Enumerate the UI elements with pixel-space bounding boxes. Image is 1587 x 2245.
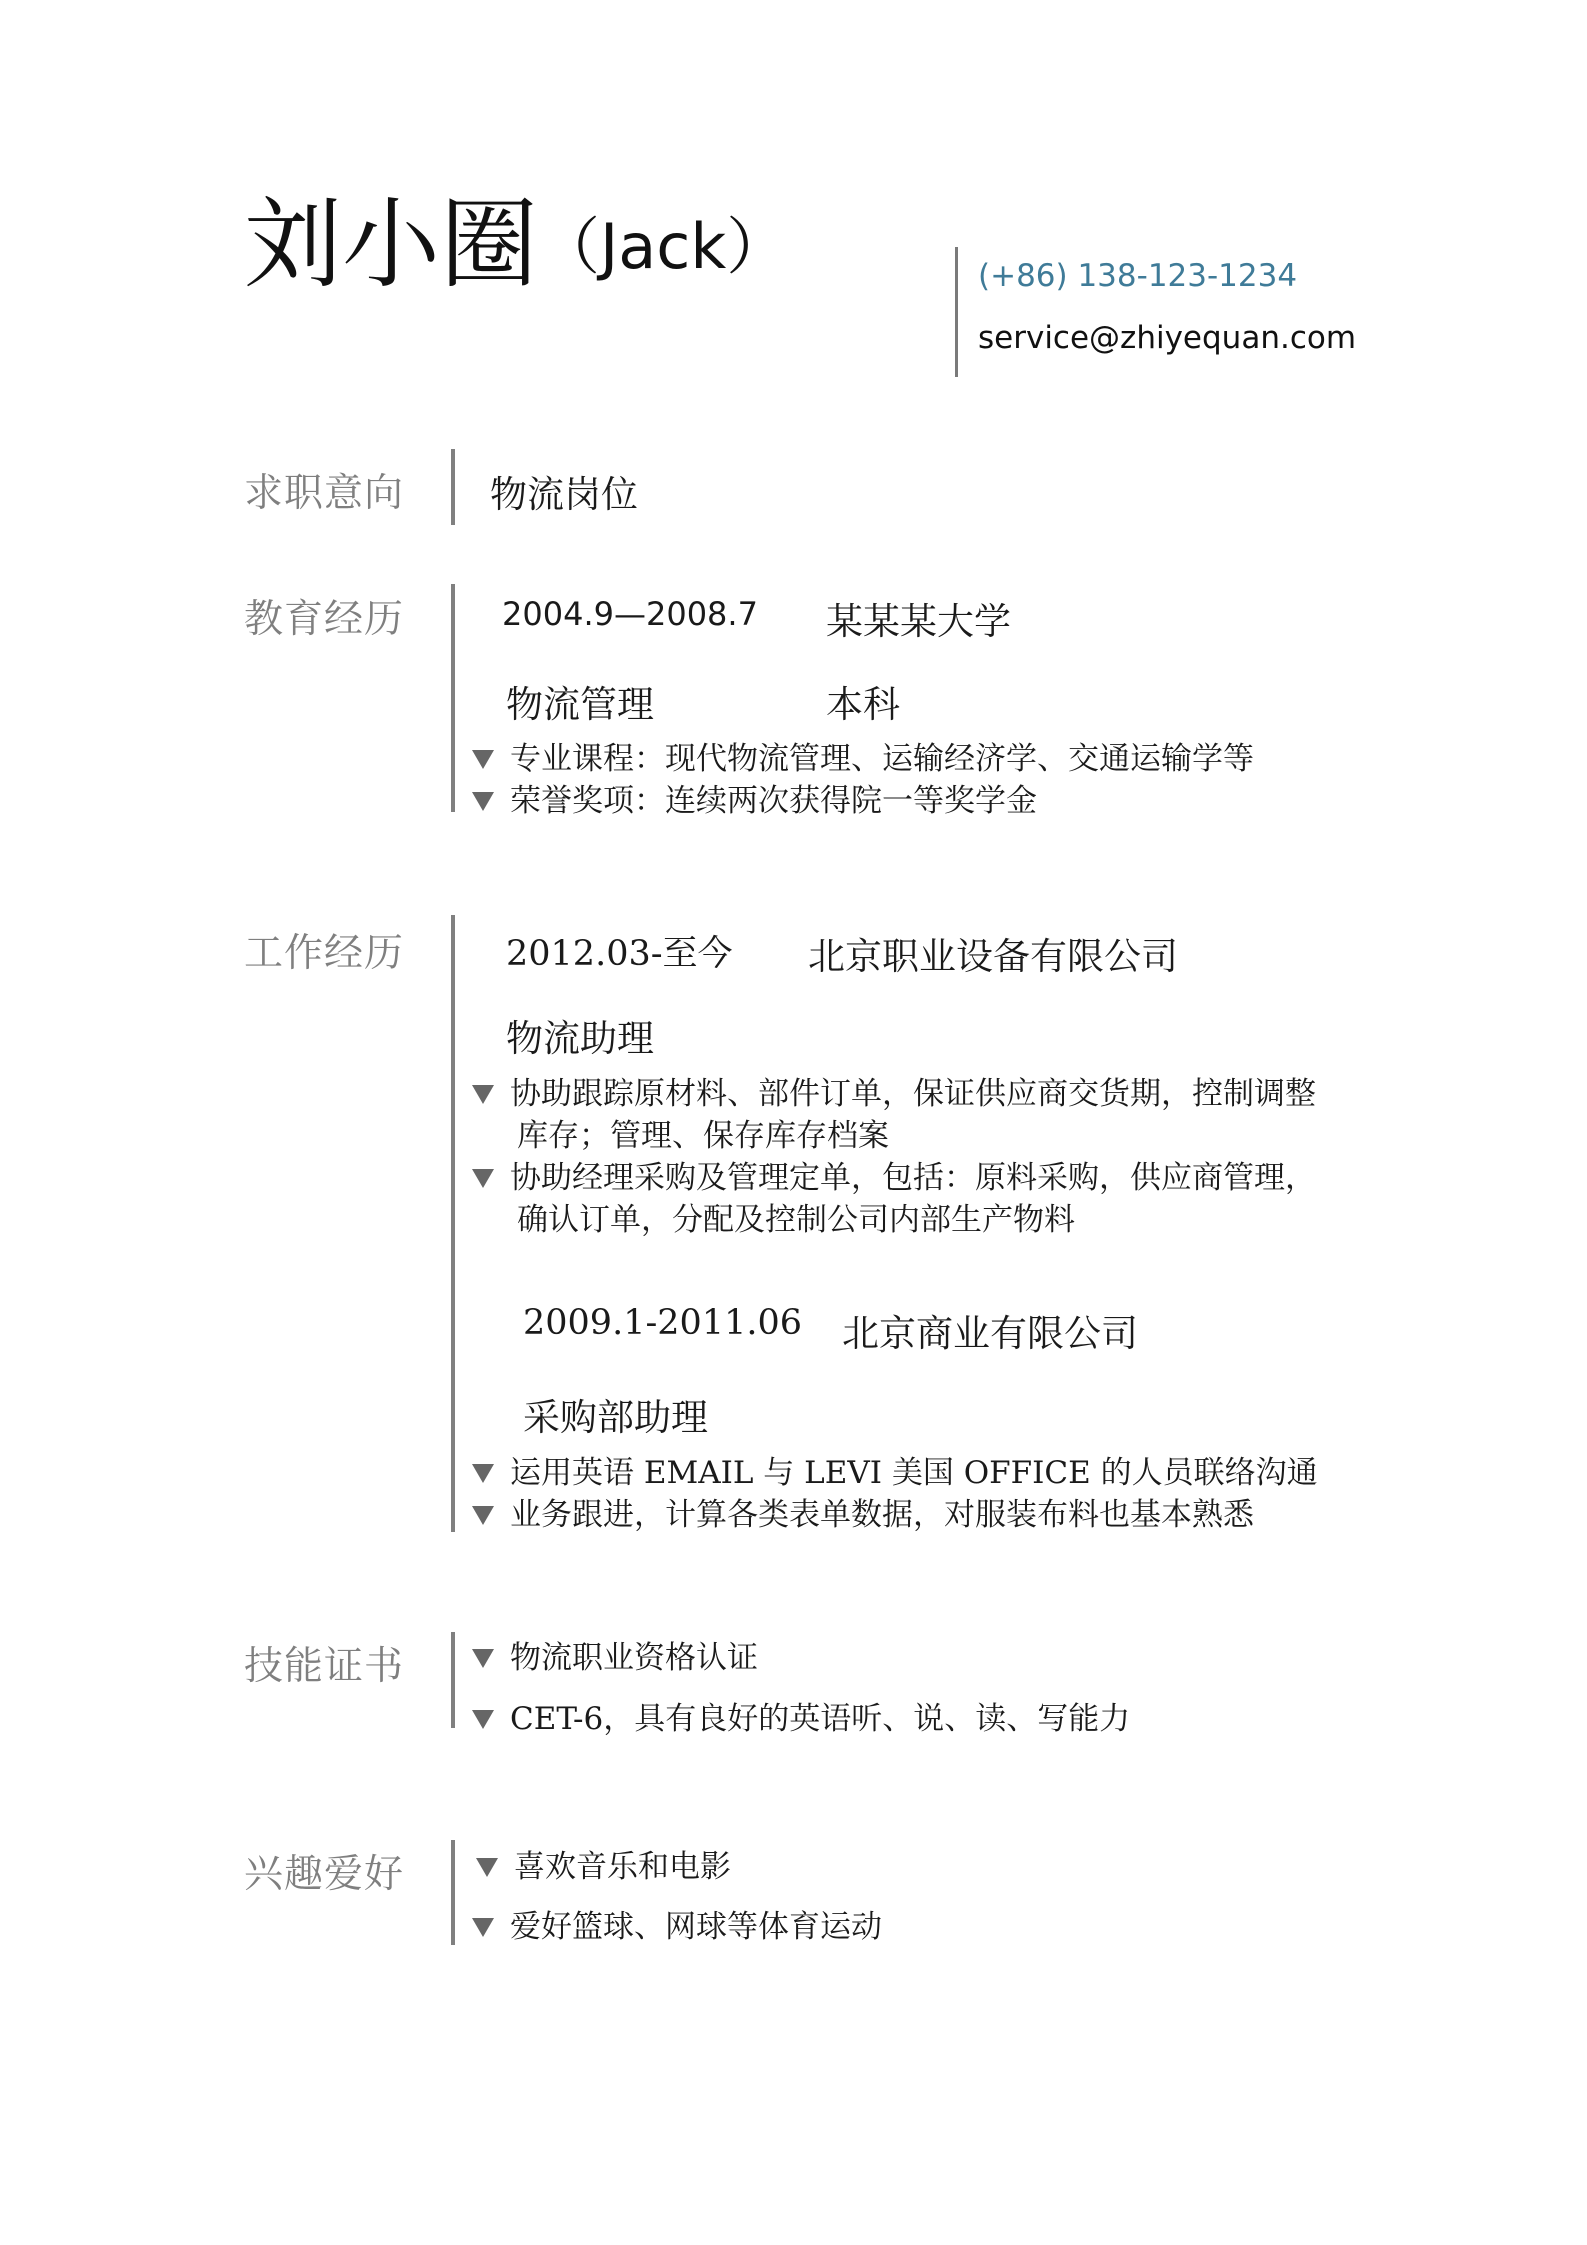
- job-2-bullet-list: [472, 1452, 1318, 1536]
- triangle-bullet-icon: [472, 1085, 494, 1104]
- list-item-continuation: 库存；管理、保存库存档案: [517, 1118, 889, 1154]
- section-label-hobbies: 兴趣爱好: [244, 1852, 405, 1897]
- triangle-bullet-icon: [472, 1464, 494, 1483]
- name-cn: 刘小圈: [244, 188, 539, 302]
- triangle-bullet-icon: [476, 1858, 498, 1877]
- education-major: 物流管理: [506, 683, 654, 726]
- list-item: 物流职业资格认证: [472, 1637, 758, 1679]
- name-en: （Jack）: [538, 210, 789, 283]
- triangle-bullet-icon: [472, 1710, 494, 1729]
- education-period: 2004.9—2008.7: [502, 595, 758, 633]
- list-item: 协助跟踪原材料、部件订单，保证供应商交货期，控制调整: [472, 1073, 1316, 1115]
- objective-value: 物流岗位: [490, 473, 638, 516]
- list-item: 业务跟进，计算各类表单数据，对服装布料也基本熟悉: [472, 1494, 1318, 1536]
- triangle-bullet-icon: [472, 1506, 494, 1525]
- list-item: 专业课程：现代物流管理、运输经济学、交通运输学等: [472, 738, 1254, 780]
- job-2-company: 北京商业有限公司: [842, 1312, 1138, 1355]
- job-1-bullet-list: [472, 1073, 1316, 1241]
- list-item: 喜欢音乐和电影: [476, 1846, 731, 1888]
- candidate-name: [244, 188, 789, 302]
- section-divider-work: [451, 915, 455, 1532]
- education-degree: 本科: [826, 683, 900, 726]
- phone-number: (+86) 138-123-1234: [978, 258, 1298, 294]
- section-label-objective: 求职意向: [244, 471, 405, 516]
- triangle-bullet-icon: [472, 1918, 494, 1937]
- triangle-bullet-icon: [472, 1649, 494, 1668]
- list-item: 运用英语 EMAIL 与 LEVI 美国 OFFICE 的人员联络沟通: [472, 1452, 1318, 1494]
- list-item: 协助经理采购及管理定单，包括：原料采购，供应商管理，: [472, 1157, 1316, 1199]
- triangle-bullet-icon: [472, 1169, 494, 1188]
- triangle-bullet-icon: [472, 750, 494, 769]
- education-bullet-list: [472, 738, 1254, 822]
- section-divider-objective: [451, 449, 455, 525]
- job-1-role: 物流助理: [506, 1017, 654, 1060]
- job-2-period: 2009.1-2011.06: [523, 1303, 803, 1343]
- section-divider-skills: [451, 1632, 455, 1728]
- list-item: CET-6，具有良好的英语听、说、读、写能力: [472, 1698, 1130, 1740]
- email-address: service@zhiyequan.com: [978, 320, 1357, 356]
- header-divider: [955, 247, 958, 377]
- list-item: 荣誉奖项：连续两次获得院一等奖学金: [472, 780, 1254, 822]
- job-1-period: 2012.03-至今: [506, 934, 733, 974]
- list-item-continuation: 确认订单，分配及控制公司内部生产物料: [517, 1202, 1075, 1238]
- section-divider-education: [451, 584, 455, 812]
- job-1-company: 北京职业设备有限公司: [808, 935, 1178, 978]
- job-2-role: 采购部助理: [523, 1396, 708, 1439]
- section-divider-hobbies: [451, 1840, 455, 1945]
- triangle-bullet-icon: [472, 792, 494, 811]
- section-label-skills: 技能证书: [244, 1644, 405, 1689]
- education-school: 某某某大学: [826, 600, 1011, 643]
- section-label-work: 工作经历: [244, 931, 405, 976]
- section-label-education: 教育经历: [244, 597, 405, 642]
- list-item: 爱好篮球、网球等体育运动: [472, 1906, 882, 1948]
